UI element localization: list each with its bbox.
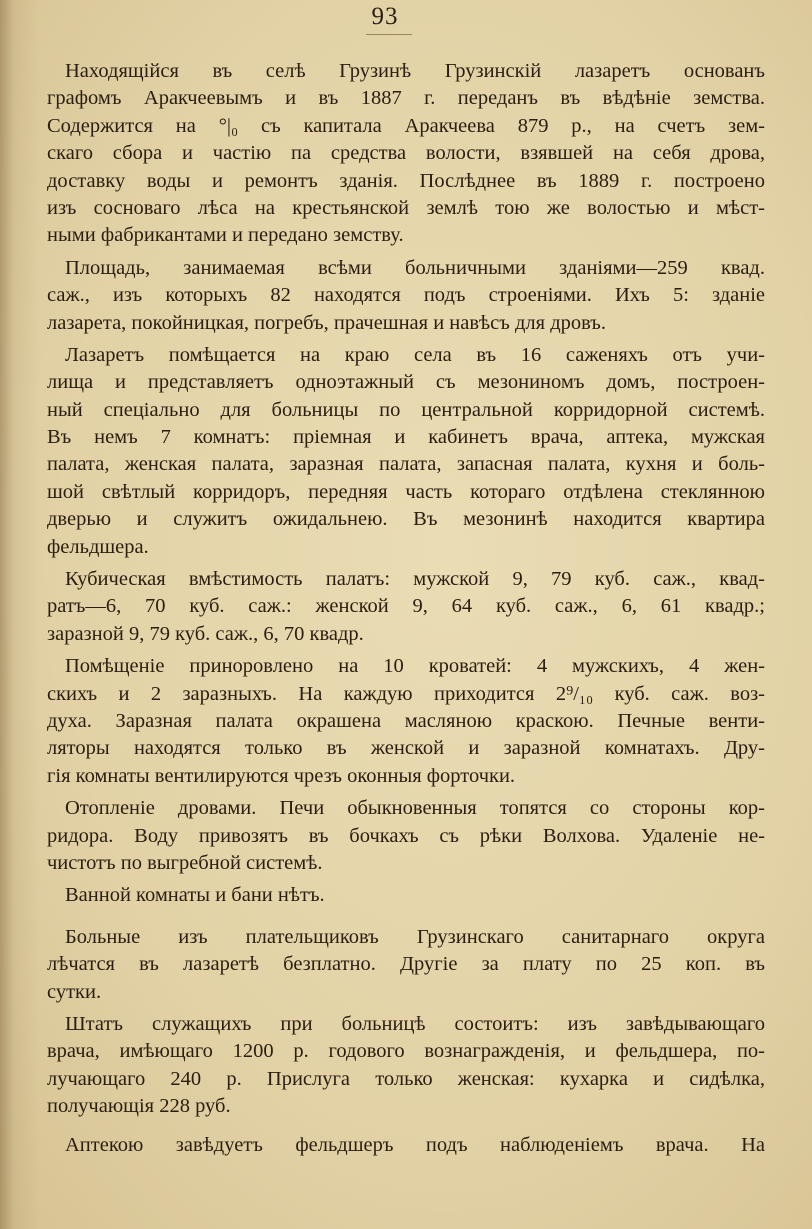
text-line: Штатъ служащихъ при больницѣ состоитъ: изъ завѣдывающаго	[65, 1012, 765, 1035]
paragraph	[47, 795, 765, 877]
text-line: Помѣщеніе приноровлено на 10 кроватей: 4 мужскихъ, 4 жен-	[65, 655, 765, 678]
text-line: гія комнаты вентилируются чрезъ оконныя форточки.	[47, 764, 516, 787]
paragraph	[47, 653, 765, 790]
text-line: получающія 228 руб.	[47, 1095, 231, 1118]
text-line: Ванной комнаты и бани нѣтъ.	[65, 884, 325, 907]
text-line: Лазаретъ помѣщается на краю села въ 16 саженяхъ отъ учи-	[65, 343, 765, 366]
text-line: сутки.	[47, 980, 102, 1003]
text-line: лища и представляетъ одноэтажный съ мезониномъ домъ, построен-	[47, 371, 765, 394]
paragraph	[47, 1132, 765, 1159]
text-line: ратъ—6, 70 куб. саж.: женской 9, 64 куб. саж., 6, 61 квадр.;	[47, 595, 765, 618]
text-line: заразной 9, 79 куб. саж., 6, 70 квадр.	[47, 622, 364, 645]
text-line: врача, имѣющаго 1200 р. годового вознагражденія, и фельдшера, по-	[47, 1040, 765, 1063]
text-body	[47, 58, 765, 1160]
page-number: 93	[371, 3, 399, 30]
text-line: Кубическая вмѣстимость палатъ: мужской 9, 79 куб. саж., квад-	[65, 568, 765, 591]
text-line: ридора. Воду привозятъ въ бочкахъ съ рѣки Волхова. Удаленіе не-	[47, 824, 765, 847]
paragraph	[47, 342, 765, 561]
paragraph	[47, 882, 765, 909]
paragraph	[47, 58, 765, 250]
text-line: фельдшера.	[47, 535, 149, 558]
text-line: лазарета, покойницкая, погребъ, прачешная и навѣсъ для дровъ.	[47, 311, 607, 334]
text-line: Отопленіе дровами. Печи обыкновенныя топятся со стороны кор-	[65, 797, 765, 820]
text-line: саж., изъ которыхъ 82 находятся подъ строеніями. Ихъ 5: зданіе	[47, 284, 765, 307]
text-line: доставку воды и ремонтъ зданія. Послѣднее въ 1889 г. построено	[47, 169, 765, 192]
text-line: ляторы находятся только въ женской и заразной комнатахъ. Дру-	[47, 737, 765, 760]
text-line: ными фабрикантами и передано земству.	[47, 224, 404, 247]
paragraph	[47, 566, 765, 648]
paragraph	[47, 255, 765, 337]
text-line: духа. Заразная палата окрашена масляною краскою. Печные венти-	[47, 709, 765, 732]
text-line: чистотъ по выгребной системѣ.	[47, 851, 323, 874]
text-line: лучающаго 240 р. Прислуга только женская: кухарка и сидѣлка,	[47, 1067, 765, 1090]
text-line: скаго сбора и частію па средства волости, взявшей на себя дрова,	[47, 142, 765, 165]
text-line: Больные изъ плательщиковъ Грузинскаго санитарнаго округа	[65, 925, 765, 948]
text-line: лѣчатся въ лазаретѣ безплатно. Другіе за плату по 25 коп. въ	[47, 953, 765, 976]
page-number-rule	[366, 34, 412, 35]
text-line: Аптекою завѣдуетъ фельдшеръ подъ наблюденіемъ врача. На	[65, 1134, 765, 1157]
text-line: графомъ Аракчеевымъ и въ 1887 г. переданъ въ вѣдѣніе земства.	[47, 87, 765, 110]
text-line: скихъ и 2 заразныхъ. На каждую приходится 2⁹/₁₀ куб. саж. воз-	[47, 682, 765, 705]
text-line: изъ сосноваго лѣса на крестьянской землѣ тою же волостью и мѣст-	[47, 196, 765, 219]
paragraph	[47, 924, 765, 1006]
paragraph	[47, 1011, 765, 1121]
text-line: Площадь, занимаемая всѣми больничными зданіями—259 квад.	[65, 256, 765, 279]
text-line: Содержится на °|₀ съ капитала Аракчеева 879 р., на счетъ зем-	[47, 114, 765, 137]
text-line: шой свѣтлый корридоръ, передняя часть котораго отдѣлена стеклянною	[47, 480, 765, 503]
text-line: палата, женская палата, заразная палата, запасная палата, кухня и боль-	[47, 453, 765, 476]
text-line: Въ немъ 7 комнатъ: пріемная и кабинетъ врача, аптека, мужская	[47, 426, 765, 449]
text-line: Находящійся въ селѣ Грузинѣ Грузинскій лазаретъ основанъ	[65, 60, 765, 82]
text-line: ный спеціально для больницы по центральной корридорной системѣ.	[47, 398, 765, 421]
text-line: дверью и служитъ ожидальнею. Въ мезонинѣ находится квартира	[47, 508, 765, 531]
